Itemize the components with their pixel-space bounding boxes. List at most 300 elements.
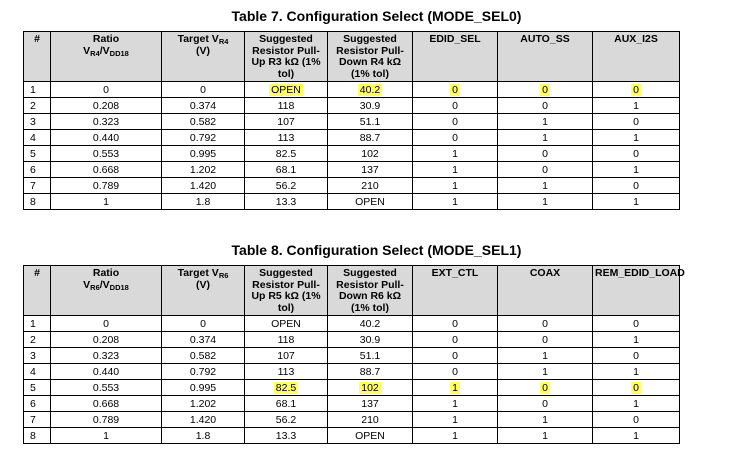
cell-value: 1 bbox=[542, 429, 548, 442]
table-cell bbox=[593, 130, 680, 146]
cell-value: 137 bbox=[361, 163, 379, 176]
table-cell bbox=[51, 98, 162, 114]
cell-value: 68.1 bbox=[275, 397, 297, 410]
table-row bbox=[24, 428, 680, 444]
table-cell bbox=[498, 98, 593, 114]
cell-value: 6 bbox=[30, 397, 36, 410]
cell-value: 0.374 bbox=[189, 333, 217, 346]
table-cell bbox=[245, 82, 328, 98]
table-cell bbox=[413, 130, 498, 146]
header-pullup: Suggested Resistor Pull-Up R3 kΩ (1% tol) bbox=[245, 32, 328, 82]
cell-value: 0 bbox=[452, 115, 458, 128]
row-number-cell bbox=[24, 178, 51, 194]
table-cell bbox=[413, 114, 498, 130]
header-ratio-label: Ratio bbox=[92, 267, 120, 279]
table8-header-row bbox=[24, 266, 680, 316]
cell-value: 2 bbox=[30, 99, 36, 112]
header-ratio-slash: /V bbox=[99, 278, 110, 291]
cell-value: 5 bbox=[30, 381, 36, 394]
cell-value: 1 bbox=[30, 317, 36, 330]
cell-value: 0 bbox=[542, 83, 548, 96]
cell-value: 1 bbox=[452, 429, 458, 442]
table-cell bbox=[328, 380, 413, 396]
cell-value: 30.9 bbox=[359, 99, 381, 112]
cell-value: 107 bbox=[277, 115, 295, 128]
table7 bbox=[23, 31, 680, 210]
cell-value: OPEN bbox=[355, 429, 385, 442]
row-number-cell bbox=[24, 114, 51, 130]
cell-value: 0 bbox=[452, 365, 458, 378]
table-cell bbox=[328, 316, 413, 332]
table-cell bbox=[498, 316, 593, 332]
cell-value: 0.440 bbox=[92, 131, 120, 144]
cell-value: 13.3 bbox=[275, 195, 297, 208]
table-row bbox=[24, 316, 680, 332]
table-row bbox=[24, 178, 680, 194]
table-cell bbox=[51, 130, 162, 146]
table-cell bbox=[593, 146, 680, 162]
table-cell bbox=[328, 428, 413, 444]
table-cell bbox=[162, 194, 245, 210]
table-cell bbox=[498, 130, 593, 146]
table-cell bbox=[593, 428, 680, 444]
table-cell bbox=[245, 428, 328, 444]
header-ratio-v: V bbox=[83, 278, 91, 291]
cell-value: OPEN bbox=[271, 317, 301, 330]
table-cell bbox=[413, 82, 498, 98]
cell-value: 1 bbox=[633, 365, 639, 378]
cell-value: 1.202 bbox=[189, 163, 217, 176]
cell-value: 0 bbox=[200, 83, 206, 96]
cell-value: OPEN bbox=[271, 83, 301, 96]
table-cell bbox=[162, 162, 245, 178]
cell-value: 8 bbox=[30, 195, 36, 208]
cell-value: 102 bbox=[361, 147, 379, 160]
cell-value: 0 bbox=[452, 99, 458, 112]
cell-value: 1 bbox=[633, 195, 639, 208]
table-cell bbox=[413, 380, 498, 396]
table-cell bbox=[51, 332, 162, 348]
cell-value: 0.553 bbox=[92, 381, 120, 394]
row-number-cell bbox=[24, 428, 51, 444]
table7-header-row bbox=[24, 32, 680, 82]
row-number-cell bbox=[24, 412, 51, 428]
cell-value: 0 bbox=[452, 131, 458, 144]
table-cell bbox=[51, 316, 162, 332]
table-cell bbox=[498, 396, 593, 412]
cell-value: 40.2 bbox=[359, 83, 381, 96]
cell-value: 1 bbox=[542, 179, 548, 192]
cell-value: 102 bbox=[361, 381, 379, 394]
table-cell bbox=[593, 162, 680, 178]
header-ratio-sub1: R4 bbox=[90, 48, 100, 58]
header-target bbox=[162, 266, 245, 316]
row-number-cell bbox=[24, 146, 51, 162]
table-cell bbox=[245, 396, 328, 412]
cell-value: 4 bbox=[30, 131, 36, 144]
cell-value: 13.3 bbox=[275, 429, 297, 442]
cell-value: 51.1 bbox=[359, 115, 381, 128]
table-cell bbox=[498, 162, 593, 178]
header-coax: COAX bbox=[498, 266, 593, 316]
table-cell bbox=[593, 364, 680, 380]
table-cell bbox=[162, 146, 245, 162]
cell-value: 0.792 bbox=[189, 131, 217, 144]
cell-value: 0 bbox=[633, 115, 639, 128]
cell-value: 1 bbox=[633, 333, 639, 346]
table-cell bbox=[162, 332, 245, 348]
table-cell bbox=[245, 114, 328, 130]
cell-value: 0.789 bbox=[92, 413, 120, 426]
table-row bbox=[24, 146, 680, 162]
table-cell bbox=[328, 146, 413, 162]
table-cell bbox=[328, 178, 413, 194]
table-cell bbox=[328, 130, 413, 146]
header-target-unit: (V) bbox=[196, 278, 210, 291]
cell-value: 1 bbox=[452, 195, 458, 208]
cell-value: 0.789 bbox=[92, 179, 120, 192]
cell-value: 1 bbox=[452, 381, 458, 394]
table-cell bbox=[498, 412, 593, 428]
row-number-cell bbox=[24, 82, 51, 98]
cell-value: 1 bbox=[542, 349, 548, 362]
cell-value: 1 bbox=[452, 147, 458, 160]
cell-value: 1.420 bbox=[189, 413, 217, 426]
header-ratio bbox=[51, 32, 162, 82]
table-row bbox=[24, 98, 680, 114]
table-cell bbox=[245, 178, 328, 194]
cell-value: 118 bbox=[277, 99, 295, 112]
cell-value: 0 bbox=[633, 83, 639, 96]
table-cell bbox=[593, 380, 680, 396]
table-cell bbox=[413, 178, 498, 194]
table-cell bbox=[328, 348, 413, 364]
table-cell bbox=[162, 130, 245, 146]
table-cell bbox=[162, 396, 245, 412]
header-target-sub: R6 bbox=[218, 271, 229, 280]
table-row bbox=[24, 332, 680, 348]
row-number-cell bbox=[24, 194, 51, 210]
cell-value: 1 bbox=[103, 429, 109, 442]
table-cell bbox=[51, 114, 162, 130]
table-cell bbox=[51, 364, 162, 380]
table-cell bbox=[413, 146, 498, 162]
table-cell bbox=[162, 316, 245, 332]
cell-value: 1.420 bbox=[189, 179, 217, 192]
cell-value: 1 bbox=[542, 115, 548, 128]
header-ratio-v: V bbox=[83, 44, 91, 57]
table8-title: Table 8. Configuration Select (MODE_SEL1) bbox=[231, 242, 522, 258]
cell-value: 1.202 bbox=[189, 397, 217, 410]
cell-value: 0.792 bbox=[189, 365, 217, 378]
cell-value: 0 bbox=[633, 381, 639, 394]
cell-value: 0.582 bbox=[189, 115, 217, 128]
table-cell bbox=[162, 98, 245, 114]
header-pulldown: Suggested Resistor Pull-Down R4 kΩ (1% tol) bbox=[328, 32, 413, 82]
table-cell bbox=[328, 82, 413, 98]
cell-value: 82.5 bbox=[275, 147, 297, 160]
table-cell bbox=[498, 146, 593, 162]
table-cell bbox=[162, 364, 245, 380]
cell-value: 210 bbox=[361, 179, 379, 192]
row-number-cell bbox=[24, 364, 51, 380]
table-cell bbox=[51, 146, 162, 162]
table-row bbox=[24, 412, 680, 428]
header-ratio-sub2: DD18 bbox=[109, 282, 129, 292]
table-cell bbox=[498, 364, 593, 380]
cell-value: 5 bbox=[30, 147, 36, 160]
table-cell bbox=[593, 332, 680, 348]
cell-value: 1.8 bbox=[195, 195, 211, 208]
header-target-label: Target V bbox=[177, 267, 219, 279]
table-cell bbox=[498, 428, 593, 444]
cell-value: 0.995 bbox=[189, 147, 217, 160]
table-cell bbox=[245, 146, 328, 162]
cell-value: 210 bbox=[361, 413, 379, 426]
cell-value: 1 bbox=[452, 397, 458, 410]
cell-value: 1 bbox=[633, 397, 639, 410]
cell-value: 51.1 bbox=[359, 349, 381, 362]
table-cell bbox=[51, 348, 162, 364]
table-cell bbox=[498, 114, 593, 130]
row-number-cell bbox=[24, 332, 51, 348]
table-cell bbox=[245, 380, 328, 396]
cell-value: 7 bbox=[30, 179, 36, 192]
header-target bbox=[162, 32, 245, 82]
row-number-cell bbox=[24, 162, 51, 178]
header-pulldown: Suggested Resistor Pull-Down R6 kΩ (1% tol) bbox=[328, 266, 413, 316]
row-number-cell bbox=[24, 316, 51, 332]
cell-value: 2 bbox=[30, 333, 36, 346]
header-num: # bbox=[24, 266, 51, 316]
table-cell bbox=[162, 114, 245, 130]
cell-value: 0 bbox=[542, 333, 548, 346]
cell-value: 0 bbox=[633, 349, 639, 362]
header-target-unit: (V) bbox=[196, 44, 210, 57]
cell-value: 1 bbox=[633, 163, 639, 176]
cell-value: 107 bbox=[277, 349, 295, 362]
cell-value: 3 bbox=[30, 115, 36, 128]
table-cell bbox=[245, 412, 328, 428]
table-cell bbox=[413, 332, 498, 348]
table-cell bbox=[413, 194, 498, 210]
table-cell bbox=[245, 98, 328, 114]
table-cell bbox=[245, 316, 328, 332]
table-cell bbox=[413, 316, 498, 332]
cell-value: 6 bbox=[30, 163, 36, 176]
cell-value: 4 bbox=[30, 365, 36, 378]
table-cell bbox=[593, 98, 680, 114]
cell-value: 0 bbox=[542, 147, 548, 160]
cell-value: OPEN bbox=[355, 195, 385, 208]
table-cell bbox=[593, 114, 680, 130]
cell-value: 118 bbox=[277, 333, 295, 346]
table8-body bbox=[24, 316, 680, 444]
table-cell bbox=[51, 396, 162, 412]
table-row bbox=[24, 130, 680, 146]
cell-value: 56.2 bbox=[275, 179, 297, 192]
cell-value: 0 bbox=[633, 413, 639, 426]
table-cell bbox=[162, 412, 245, 428]
cell-value: 0 bbox=[542, 317, 548, 330]
cell-value: 1 bbox=[633, 99, 639, 112]
table-cell bbox=[413, 396, 498, 412]
cell-value: 88.7 bbox=[359, 131, 381, 144]
cell-value: 0.208 bbox=[92, 99, 120, 112]
cell-value: 0.323 bbox=[92, 349, 120, 362]
header-ratio-sub2: DD18 bbox=[109, 48, 129, 58]
cell-value: 0.440 bbox=[92, 365, 120, 378]
cell-value: 68.1 bbox=[275, 163, 297, 176]
cell-value: 1 bbox=[542, 365, 548, 378]
cell-value: 40.2 bbox=[359, 317, 381, 330]
table-cell bbox=[245, 162, 328, 178]
cell-value: 0 bbox=[542, 163, 548, 176]
table-cell bbox=[413, 428, 498, 444]
cell-value: 0 bbox=[200, 317, 206, 330]
cell-value: 3 bbox=[30, 349, 36, 362]
cell-value: 1 bbox=[633, 429, 639, 442]
table-cell bbox=[51, 162, 162, 178]
cell-value: 1 bbox=[452, 163, 458, 176]
table-cell bbox=[245, 194, 328, 210]
header-ratio-slash: /V bbox=[99, 44, 110, 57]
table-cell bbox=[328, 114, 413, 130]
row-number-cell bbox=[24, 130, 51, 146]
row-number-cell bbox=[24, 380, 51, 396]
cell-value: 7 bbox=[30, 413, 36, 426]
table-cell bbox=[245, 364, 328, 380]
header-num: # bbox=[24, 32, 51, 82]
table-cell bbox=[328, 396, 413, 412]
table-cell bbox=[413, 412, 498, 428]
table-row bbox=[24, 114, 680, 130]
table-cell bbox=[498, 178, 593, 194]
table-cell bbox=[593, 348, 680, 364]
table-row bbox=[24, 364, 680, 380]
cell-value: 0.208 bbox=[92, 333, 120, 346]
table-cell bbox=[593, 82, 680, 98]
cell-value: 0.323 bbox=[92, 115, 120, 128]
table-cell bbox=[593, 316, 680, 332]
table-cell bbox=[413, 348, 498, 364]
table-cell bbox=[328, 162, 413, 178]
table-row bbox=[24, 162, 680, 178]
header-target-label: Target V bbox=[177, 33, 219, 45]
header-ratio-sub1: R6 bbox=[90, 282, 100, 292]
cell-value: 0 bbox=[452, 317, 458, 330]
cell-value: 1 bbox=[103, 195, 109, 208]
cell-value: 113 bbox=[277, 131, 295, 144]
cell-value: 0 bbox=[542, 99, 548, 112]
table-row bbox=[24, 348, 680, 364]
cell-value: 0 bbox=[633, 317, 639, 330]
table-cell bbox=[498, 82, 593, 98]
cell-value: 1 bbox=[542, 131, 548, 144]
cell-value: 0 bbox=[542, 381, 548, 394]
cell-value: 1.8 bbox=[195, 429, 211, 442]
table-cell bbox=[162, 428, 245, 444]
table-row bbox=[24, 380, 680, 396]
table-cell bbox=[245, 348, 328, 364]
cell-value: 0 bbox=[103, 83, 109, 96]
cell-value: 56.2 bbox=[275, 413, 297, 426]
table8 bbox=[23, 265, 685, 444]
table-cell bbox=[328, 364, 413, 380]
table-cell bbox=[413, 364, 498, 380]
cell-value: 0 bbox=[452, 349, 458, 362]
cell-value: 0.668 bbox=[92, 397, 120, 410]
table-cell bbox=[593, 178, 680, 194]
table-cell bbox=[498, 332, 593, 348]
cell-value: 1 bbox=[30, 83, 36, 96]
table-cell bbox=[498, 348, 593, 364]
table-row bbox=[24, 194, 680, 210]
table-cell bbox=[328, 194, 413, 210]
table-row bbox=[24, 396, 680, 412]
table-cell bbox=[593, 396, 680, 412]
header-edid-sel: EDID_SEL bbox=[413, 32, 498, 82]
header-target-sub: R4 bbox=[218, 37, 229, 46]
cell-value: 0 bbox=[633, 179, 639, 192]
table-cell bbox=[328, 98, 413, 114]
table-row bbox=[24, 82, 680, 98]
table-cell bbox=[413, 98, 498, 114]
cell-value: 88.7 bbox=[359, 365, 381, 378]
cell-value: 0.995 bbox=[189, 381, 217, 394]
cell-value: 0 bbox=[452, 83, 458, 96]
header-pullup: Suggested Resistor Pull-Up R5 kΩ (1% tol) bbox=[245, 266, 328, 316]
header-ratio-label: Ratio bbox=[92, 33, 120, 45]
table-cell bbox=[162, 380, 245, 396]
header-aux-i2s: AUX_I2S bbox=[593, 32, 680, 82]
table-cell bbox=[413, 162, 498, 178]
table-cell bbox=[498, 194, 593, 210]
table-cell bbox=[498, 380, 593, 396]
cell-value: 30.9 bbox=[359, 333, 381, 346]
cell-value: 1 bbox=[452, 179, 458, 192]
table-cell bbox=[593, 412, 680, 428]
header-ext-ctl: EXT_CTL bbox=[413, 266, 498, 316]
table-cell bbox=[51, 380, 162, 396]
table-cell bbox=[593, 194, 680, 210]
table-cell bbox=[51, 194, 162, 210]
table-cell bbox=[245, 332, 328, 348]
cell-value: 0.374 bbox=[189, 99, 217, 112]
cell-value: 0.553 bbox=[92, 147, 120, 160]
header-rem-edid-load: REM_EDID_LOAD bbox=[593, 266, 680, 316]
row-number-cell bbox=[24, 98, 51, 114]
table-cell bbox=[328, 412, 413, 428]
cell-value: 0 bbox=[633, 147, 639, 160]
table-cell bbox=[328, 332, 413, 348]
row-number-cell bbox=[24, 396, 51, 412]
cell-value: 0.582 bbox=[189, 349, 217, 362]
table-cell bbox=[162, 178, 245, 194]
cell-value: 1 bbox=[452, 413, 458, 426]
cell-value: 0 bbox=[542, 397, 548, 410]
table7-body bbox=[24, 82, 680, 210]
table-cell bbox=[51, 82, 162, 98]
cell-value: 1 bbox=[542, 413, 548, 426]
cell-value: 0 bbox=[452, 333, 458, 346]
table-cell bbox=[162, 348, 245, 364]
table-cell bbox=[245, 130, 328, 146]
cell-value: 0 bbox=[103, 317, 109, 330]
cell-value: 1 bbox=[633, 131, 639, 144]
table-cell bbox=[51, 428, 162, 444]
table-cell bbox=[51, 178, 162, 194]
